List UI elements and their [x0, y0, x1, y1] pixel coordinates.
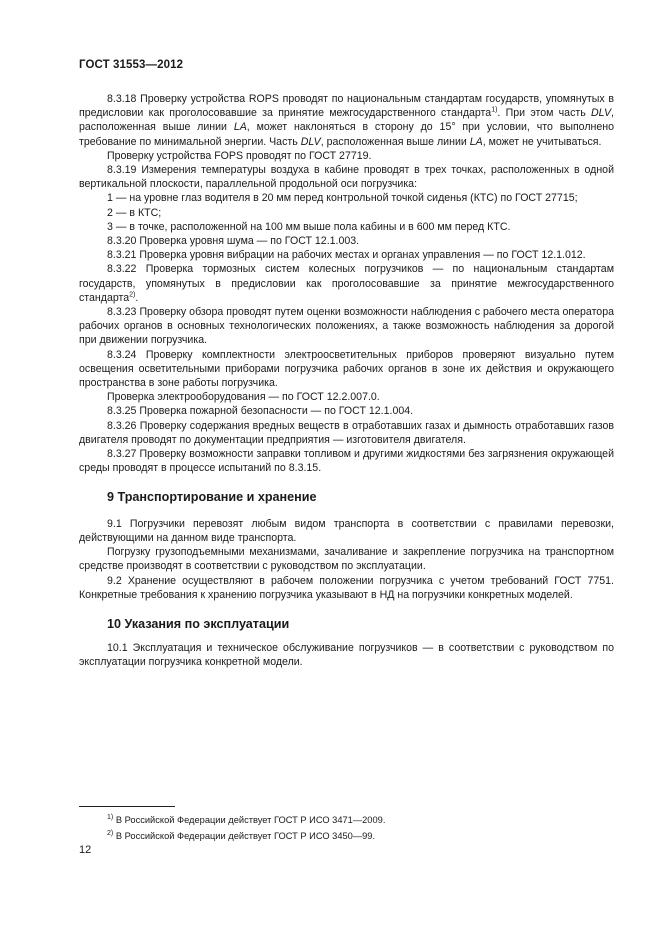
footnote-2: $^{2)}$ В Российской Федерации действует ГОСТ Р ИСО 3450—99. — [107, 829, 376, 841]
page-number: 12 — [79, 844, 92, 856]
footnote-divider — [79, 806, 175, 807]
paragraph-9-1: 9.1 Погрузчики перевозят любым видом транспорта в соответствии с правилами перевозки, действующими на данном виде транспорта. — [79, 517, 614, 544]
paragraph-10-1: 10.1 Эксплуатация и техническое обслуживание погрузчиков — в соответствии с руководством по эксплуатации погрузчика конкретной модели. — [79, 642, 614, 669]
paragraph-8-3-27: 8.3.27 Проверку возможности заправки топливом и другими жидкостями без загрязнения окружающей среды проводят в процессе испытаний по 8.3.15. — [79, 448, 614, 475]
footnote-1: $^{1)}$ В Российской Федерации действует ГОСТ Р ИСО 3471—2009. — [107, 813, 386, 825]
paragraph-8-3-23: 8.3.23 Проверку обзора проводят путем оценки возможности наблюдения с рабочего места оператора рабочих органов в основных технологических положениях, а также возможность наблюдения за дорогой при движении погрузчика. — [79, 306, 614, 347]
document-header: ГОСТ 31553—2012 — [79, 59, 184, 71]
section-heading-10: 10 Указания по эксплуатации — [107, 616, 290, 631]
document-body — [79, 92, 614, 670]
footnotes — [79, 812, 614, 844]
paragraph-fops: Проверку устройства FOPS проводят по ГОСТ 27719. — [107, 149, 372, 162]
paragraph-electrical: Проверка электрооборудования — по ГОСТ 12.2.007.0. — [107, 391, 380, 404]
footnote-ref-1: 1) — [491, 106, 498, 114]
paragraph-8-3-25: 8.3.25 Проверка пожарной безопасности — по ГОСТ 12.1.004. — [107, 405, 414, 418]
paragraph-8-3-26: 8.3.26 Проверку содержания вредных веществ в отработавших газах и дымность отработавших газов двигателя проводят по документации предприятия — изготовителя двигателя. — [79, 419, 614, 446]
paragraph-8-3-21: 8.3.21 Проверка уровня вибрации на рабочих местах и органах управления — по ГОСТ 12.1.012. — [107, 249, 586, 262]
list-item-point-3: 3 — в точке, расположенной на 100 мм выше пола кабины и в 600 мм перед КТС. — [107, 220, 511, 233]
list-item-point-1: 1 — на уровне глаз водителя в 20 мм перед контрольной точкой сиденья (КТС) по ГОСТ 27715; — [107, 192, 578, 205]
paragraph-8-3-24: 8.3.24 Проверку комплектности электроосветительных приборов проверяют визуально путем освещения осветительными приборами погрузчика рабочих органов в зоне их действия и окружающего пространства в зоне работы погрузчика. — [79, 348, 614, 390]
paragraph-9-1-loading: Погрузку грузоподъемными механизмами, зачаливание и закрепление погрузчика на транспортном средстве производят в соответствии с руководством по эксплуатации. — [79, 546, 614, 573]
paragraph-8-3-20: 8.3.20 Проверка уровня шума — по ГОСТ 12.1.003. — [107, 235, 360, 248]
footnote-ref-2: 2) — [129, 291, 136, 299]
paragraph-8-3-18: 8.3.18 Проверку устройства ROPS проводят по национальным стандартам государств, упомянутых в предисловии как проголосовавшие за принятие межгосударственного стандарта$^{1)}$. При этом часть DLV, расположенная выше линии LA, может наклоняться в сторону до 15° при условии, что выполнено требование по минимальной энергии. Часть DLV, расположенная выше линии LA, может не учитываться. — [79, 93, 615, 148]
list-item-point-2: 2 — в КТС; — [107, 206, 162, 219]
paragraph-8-3-22: 8.3.22 Проверка тормозных систем колесных погрузчиков — по национальным стандартам государств, упомянутых в предисловии как проголосовавшие за принятие межгосударственного стандарта$^{2)}$. — [79, 263, 614, 304]
section-heading-9: 9 Транспортирование и хранение — [107, 490, 317, 505]
paragraph-8-3-19: 8.3.19 Измерения температуры воздуха в кабине проводят в трех точках, расположенных в одной вертикальной плоскости, параллельной продольной оси погрузчика: — [79, 164, 614, 191]
paragraph-9-2: 9.2 Хранение осуществляют в рабочем положении погрузчика с учетом требований ГОСТ 7751. Конкретные требования к хранению погрузчика указывают в НД на погрузчики конкретных моделей. — [79, 574, 614, 601]
